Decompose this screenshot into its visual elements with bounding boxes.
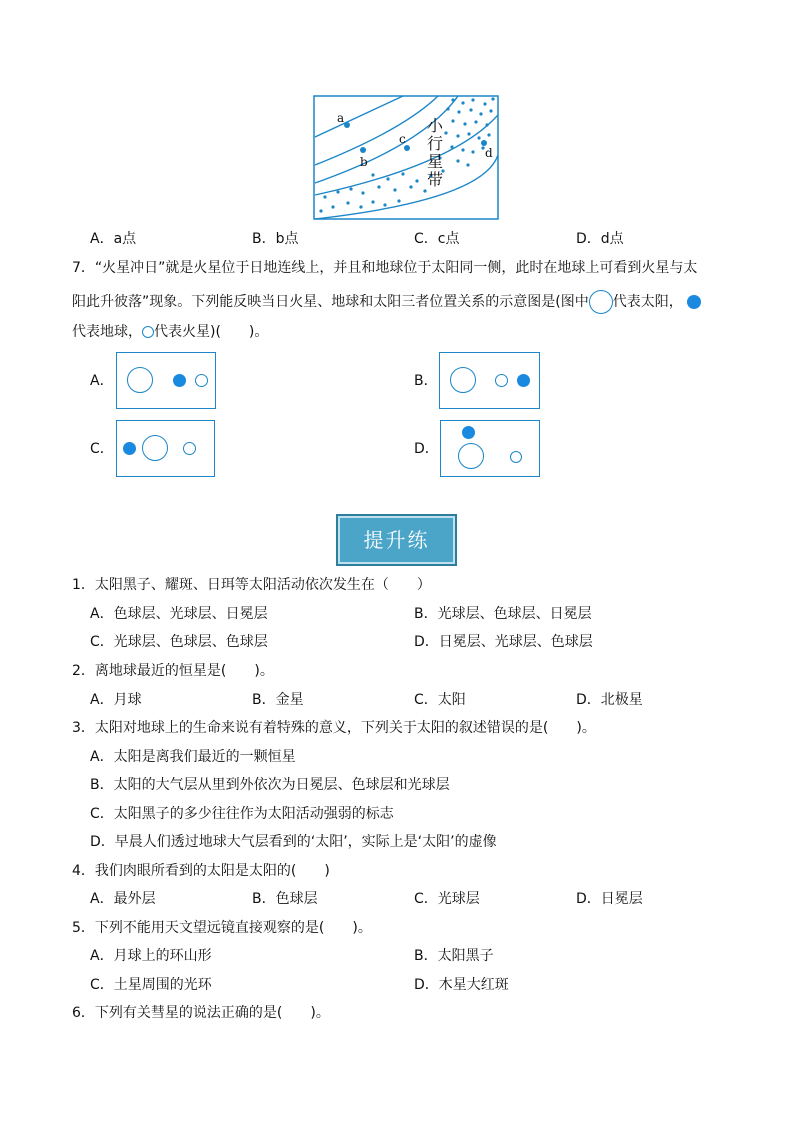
- sun-icon: [127, 367, 153, 393]
- q5-option-c[interactable]: C．土星周围的光环: [90, 977, 212, 993]
- q7-stem-line2-text: 阳此升彼落”现象。下列能反映当日火星、地球和太阳三者位置关系的示意图是(图中: [72, 294, 589, 310]
- q7-stem-line2: [72, 290, 701, 314]
- mars-icon: [183, 442, 196, 455]
- point-a: [344, 122, 350, 128]
- mars-symbol-icon: [142, 326, 154, 338]
- q6-stem: 6．下列有关彗星的说法正确的是( )。: [72, 1005, 330, 1021]
- q3-stem: 3．太阳对地球上的生命来说有着特殊的意义，下列关于太阳的叙述错误的是( )。: [72, 720, 596, 736]
- q6-option-b[interactable]: B．b点: [252, 231, 299, 247]
- q7-stem-line2-text-b: 代表太阳，: [612, 294, 683, 310]
- q2-option-c[interactable]: C．太阳: [414, 692, 466, 708]
- asteroid-belt-label: 小行星带: [427, 116, 444, 189]
- q4-option-a[interactable]: A．最外层: [90, 891, 156, 907]
- orbit-diagram: [313, 95, 499, 220]
- point-b: [360, 147, 366, 153]
- earth-icon: [173, 374, 186, 387]
- q1-option-d[interactable]: D．日冕层、光球层、色球层: [414, 634, 593, 650]
- label-d: d: [485, 146, 493, 160]
- sun-icon: [142, 435, 168, 461]
- q7-stem-line3-text-b: 代表火星)( )。: [154, 324, 269, 340]
- q7-option-d-diagram[interactable]: [440, 420, 540, 477]
- q5-option-d[interactable]: D．木星大红斑: [414, 977, 509, 993]
- q1-option-b[interactable]: B．光球层、色球层、日冕层: [414, 606, 592, 622]
- q3-option-d[interactable]: D．早晨人们透过地球大气层看到的‘太阳’，实际上是‘太阳’的虚像: [90, 834, 497, 850]
- earth-icon: [462, 426, 475, 439]
- q1-stem: 1．太阳黑子、耀斑、日珥等太阳活动依次发生在（ ）: [72, 577, 431, 593]
- q7-option-d-label[interactable]: D．: [414, 441, 439, 457]
- sun-icon: [458, 443, 484, 469]
- q3-option-a[interactable]: A．太阳是离我们最近的一颗恒星: [90, 749, 296, 765]
- q2-option-a[interactable]: A．月球: [90, 692, 142, 708]
- q4-option-b[interactable]: B．色球层: [252, 891, 318, 907]
- q5-stem: 5．下列不能用天文望远镜直接观察的是( )。: [72, 920, 372, 936]
- q3-option-b[interactable]: B．太阳的大气层从里到外依次为日冕层、色球层和光球层: [90, 777, 450, 793]
- q7-stem-line3-text: 代表地球，: [72, 324, 142, 340]
- earth-symbol-icon: [687, 295, 701, 309]
- q1-option-a[interactable]: A．色球层、光球层、日冕层: [90, 606, 268, 622]
- q7-option-c-label[interactable]: C．: [90, 441, 114, 457]
- label-c: c: [399, 132, 406, 146]
- q5-option-a[interactable]: A．月球上的环山形: [90, 948, 212, 964]
- q2-option-d[interactable]: D．北极星: [576, 692, 643, 708]
- q3-option-c[interactable]: C．太阳黑子的多少往往作为太阳活动强弱的标志: [90, 806, 394, 822]
- q1-option-c[interactable]: C．光球层、色球层、色球层: [90, 634, 268, 650]
- earth-icon: [123, 442, 136, 455]
- label-a: a: [337, 111, 345, 125]
- sun-symbol-icon: [589, 290, 613, 314]
- mars-icon: [510, 451, 522, 463]
- q7-option-b-label[interactable]: B．: [414, 373, 438, 389]
- orbit-diagram-svg: [313, 95, 499, 220]
- sun-icon: [450, 367, 476, 393]
- q7-option-b-diagram[interactable]: [439, 352, 540, 409]
- q7-stem-line1: 7．“火星冲日”就是火星位于日地连线上，并且和地球位于太阳同一侧，此时在地球上可看到火星与太: [72, 260, 698, 276]
- mars-icon: [195, 374, 208, 387]
- q7-option-a-diagram[interactable]: [116, 352, 216, 409]
- q6-option-a[interactable]: A．a点: [90, 231, 137, 247]
- q2-stem: 2．离地球最近的恒星是( )。: [72, 663, 274, 679]
- q7-option-a-label[interactable]: A．: [90, 373, 114, 389]
- mars-icon: [495, 374, 508, 387]
- q2-option-b[interactable]: B．金星: [252, 692, 304, 708]
- q4-stem: 4．我们肉眼所看到的太阳是太阳的( ): [72, 863, 330, 879]
- q6-option-c[interactable]: C．c点: [414, 231, 460, 247]
- q7-stem-line3: [72, 322, 268, 342]
- q6-option-d[interactable]: D．d点: [576, 231, 624, 247]
- section-banner: 提升练: [336, 514, 457, 566]
- q4-option-c[interactable]: C．光球层: [414, 891, 480, 907]
- q4-option-d[interactable]: D．日冕层: [576, 891, 643, 907]
- label-b: b: [360, 155, 368, 169]
- q5-option-b[interactable]: B．太阳黑子: [414, 948, 494, 964]
- earth-icon: [517, 374, 530, 387]
- q7-option-c-diagram[interactable]: [116, 420, 215, 477]
